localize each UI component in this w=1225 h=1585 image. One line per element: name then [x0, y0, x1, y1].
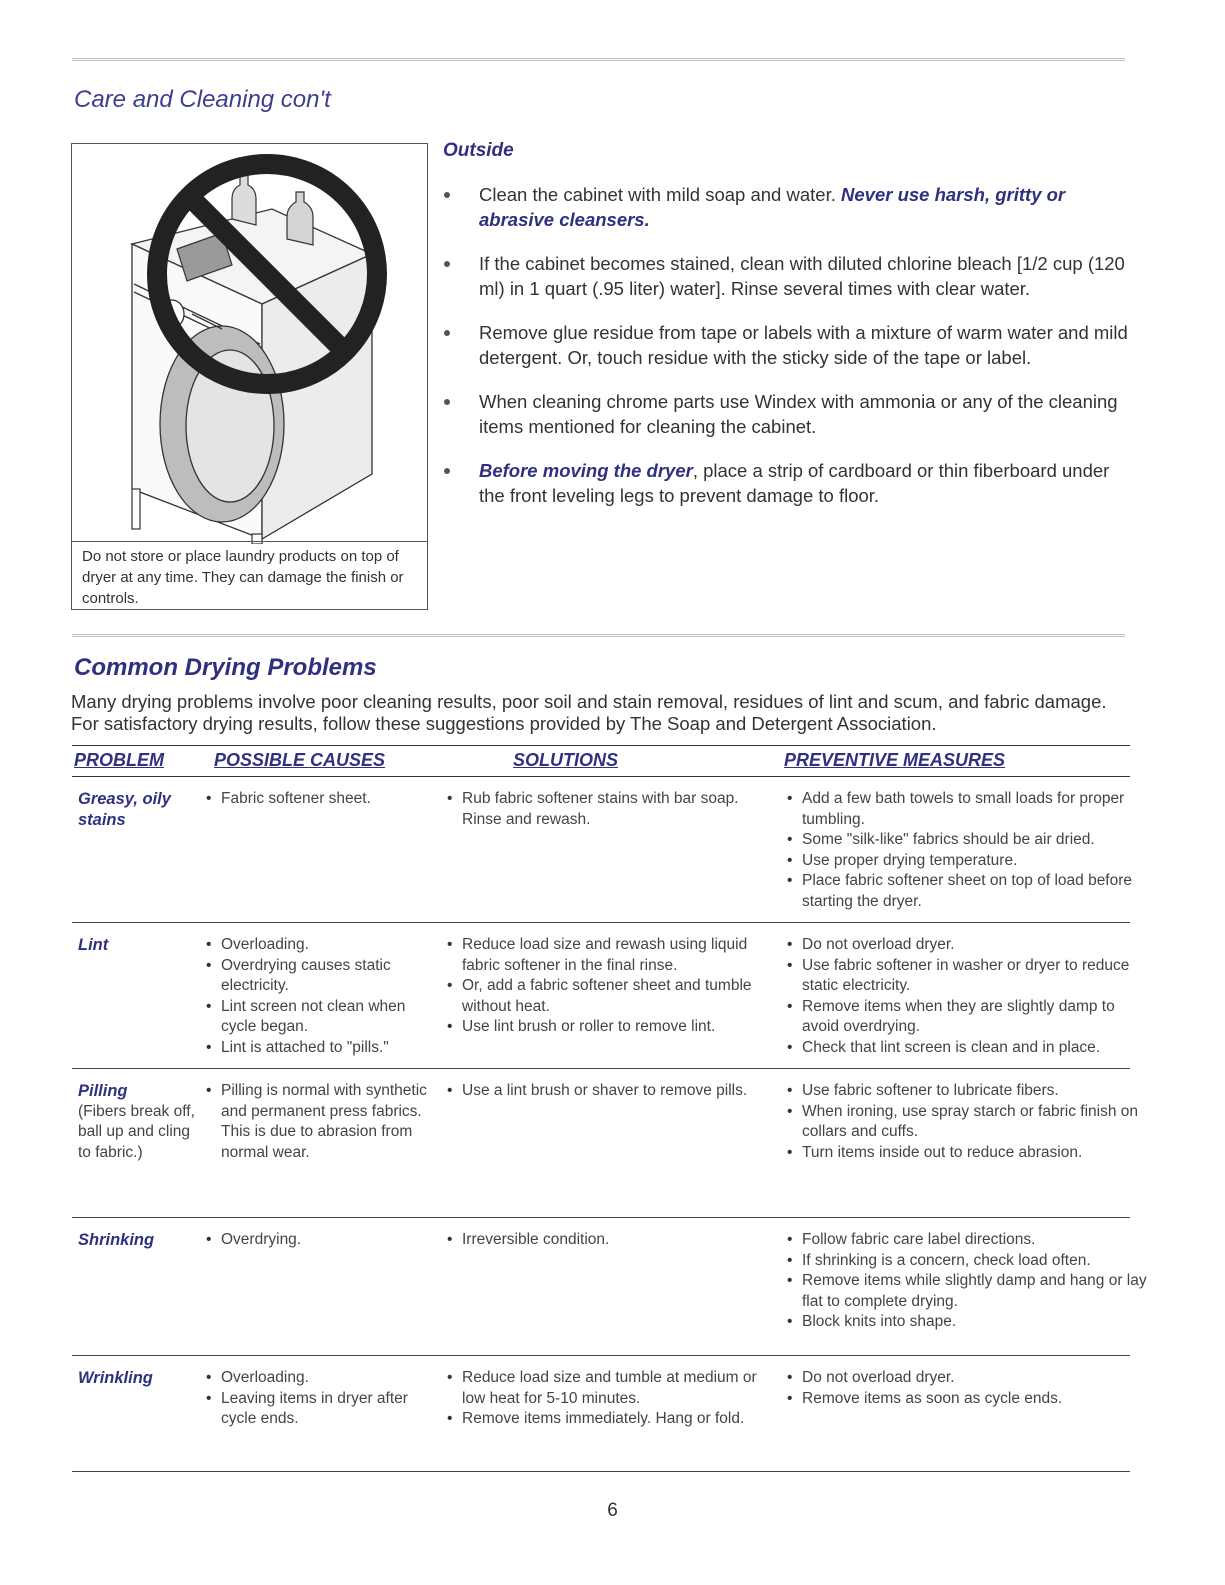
drying-problems-title: Common Drying Problems [74, 654, 377, 681]
table-row [72, 923, 1130, 1069]
list-item: • Do not overload dryer. [787, 935, 1147, 956]
list-item: • Fabric softener sheet. [206, 789, 431, 810]
list-item: • Remove items when they are slightly damp to avoid overdrying. [787, 997, 1147, 1038]
outside-item: When cleaning chrome parts use Windex with ammonia or any of the cleaning items mentioned for cleaning the cabinet. [440, 389, 1130, 439]
list-item: • Overdrying causes static electricity. [206, 956, 431, 997]
problem-cell [78, 1230, 213, 1251]
list-item: • Rub fabric softener stains with bar soap. Rinse and rewash. [447, 789, 777, 830]
section-rule [72, 634, 1125, 637]
causes-cell [206, 1081, 431, 1163]
outside-care-list [440, 182, 1130, 527]
solutions-cell [447, 1230, 777, 1251]
list-item: • Remove items as soon as cycle ends. [787, 1389, 1147, 1410]
table-row [72, 777, 1133, 923]
solutions-cell [447, 789, 777, 830]
list-item: • Remove items immediately. Hang or fold. [447, 1409, 777, 1430]
list-item: • Turn items inside out to reduce abrasion. [787, 1143, 1147, 1164]
list-item: • Lint is attached to "pills." [206, 1038, 431, 1059]
list-item: • Lint screen not clean when cycle began. [206, 997, 431, 1038]
header-preventive: PREVENTIVE MEASURES [784, 750, 1006, 770]
list-item: • Use fabric softener to lubricate fibers. [787, 1081, 1147, 1102]
list-item: • Or, add a fabric softener sheet and tumble without heat. [447, 976, 777, 1017]
list-item: • Leaving items in dryer after cycle ends. [206, 1389, 431, 1430]
header-problem: PROBLEM [74, 750, 164, 770]
dryer-illustration [72, 144, 429, 544]
list-item: • Irreversible condition. [447, 1230, 777, 1251]
preventive-cell [787, 935, 1147, 1058]
figure-caption: Do not store or place laundry products on top of dryer at any time. They can damage the finish or controls. [72, 541, 427, 609]
table-row [72, 1069, 1138, 1218]
solutions-cell [447, 935, 777, 1038]
problem-note: (Fibers break off, ball up and cling to fabric.) [78, 1102, 195, 1161]
bullet-icon [444, 468, 450, 474]
bullet-icon [444, 399, 450, 405]
table-body [72, 777, 1147, 1472]
dryer-warning-figure [71, 143, 428, 610]
causes-cell [206, 1368, 431, 1430]
list-item: • Use a lint brush or shaver to remove pills. [447, 1081, 777, 1102]
solutions-cell [447, 1368, 777, 1430]
list-item: • Overdrying. [206, 1230, 431, 1251]
causes-cell [206, 789, 431, 810]
preventive-cell [787, 789, 1147, 912]
list-item: • If shrinking is a concern, check load often. [787, 1251, 1147, 1272]
problem-name: Wrinkling [78, 1369, 153, 1387]
header-causes: POSSIBLE CAUSES [214, 750, 386, 770]
problem-cell [78, 1081, 213, 1163]
problem-name: Lint [78, 936, 109, 954]
page-number: 6 [607, 1500, 618, 1521]
list-item: • Add a few bath towels to small loads for proper tumbling. [787, 789, 1147, 830]
list-item: • Use fabric softener in washer or dryer to reduce static electricity. [787, 956, 1147, 997]
table-row [72, 1218, 1147, 1356]
list-item: • Overloading. [206, 935, 431, 956]
problem-cell [78, 789, 213, 830]
top-rule [72, 58, 1125, 61]
preventive-cell [787, 1081, 1147, 1163]
list-item: • Use lint brush or roller to remove lint. [447, 1017, 777, 1038]
care-cleaning-title: Care and Cleaning con't [74, 86, 331, 113]
outside-item: Remove glue residue from tape or labels with a mixture of warm water and mild detergent. Or, touch residue with the sticky side of the tape or label. [440, 320, 1130, 370]
list-item: • Do not overload dryer. [787, 1368, 1147, 1389]
causes-cell [206, 935, 431, 1058]
outside-subtitle: Outside [443, 140, 514, 161]
outside-item: Before moving the dryer, place a strip of cardboard or thin fiberboard under the front leveling legs to prevent damage to floor. [440, 458, 1130, 508]
drying-problems-table [72, 745, 1147, 1472]
causes-cell [206, 1230, 431, 1251]
problem-cell [78, 935, 213, 956]
list-item: • Place fabric softener sheet on top of load before starting the dryer. [787, 871, 1147, 912]
table-header [72, 745, 1130, 777]
bullet-icon [444, 192, 450, 198]
list-item: • When ironing, use spray starch or fabric finish on collars and cuffs. [787, 1102, 1147, 1143]
preventive-cell [787, 1230, 1147, 1333]
list-item: • Block knits into shape. [787, 1312, 1147, 1333]
problem-cell [78, 1368, 213, 1389]
problem-name: Pilling [78, 1082, 128, 1100]
problem-name: Shrinking [78, 1231, 155, 1249]
list-item: • Overloading. [206, 1368, 431, 1389]
drying-intro: Many drying problems involve poor cleaning results, poor soil and stain removal, residues of lint and scum, and fabric damage. For satisfactory drying results, follow these suggestions provided by The Soap and Detergent Association. [71, 691, 1107, 734]
solutions-cell [447, 1081, 777, 1102]
outside-item: Clean the cabinet with mild soap and water. Never use harsh, gritty or abrasive cleansers. [440, 182, 1130, 232]
bullet-icon [444, 261, 450, 267]
list-item: • Some "silk-like" fabrics should be air dried. [787, 830, 1147, 851]
bullet-icon [444, 330, 450, 336]
list-item: • Pilling is normal with synthetic and permanent press fabrics. This is due to abrasion from normal wear. [206, 1081, 431, 1163]
list-item: • Remove items while slightly damp and hang or lay flat to complete drying. [787, 1271, 1147, 1312]
outside-item: If the cabinet becomes stained, clean with diluted chlorine bleach [1/2 cup (120 ml) in 1 quart (.95 liter) water]. Rinse several times with clear water. [440, 251, 1130, 301]
header-solutions: SOLUTIONS [513, 750, 619, 770]
list-item: • Reduce load size and tumble at medium or low heat for 5-10 minutes. [447, 1368, 777, 1409]
table-row [72, 1356, 1130, 1472]
list-item: • Reduce load size and rewash using liquid fabric softener in the final rinse. [447, 935, 777, 976]
list-item: • Check that lint screen is clean and in place. [787, 1038, 1147, 1059]
problem-name: Greasy, oily stains [78, 790, 171, 829]
preventive-cell [787, 1368, 1147, 1409]
list-item: • Follow fabric care label directions. [787, 1230, 1147, 1251]
list-item: • Use proper drying temperature. [787, 851, 1147, 872]
